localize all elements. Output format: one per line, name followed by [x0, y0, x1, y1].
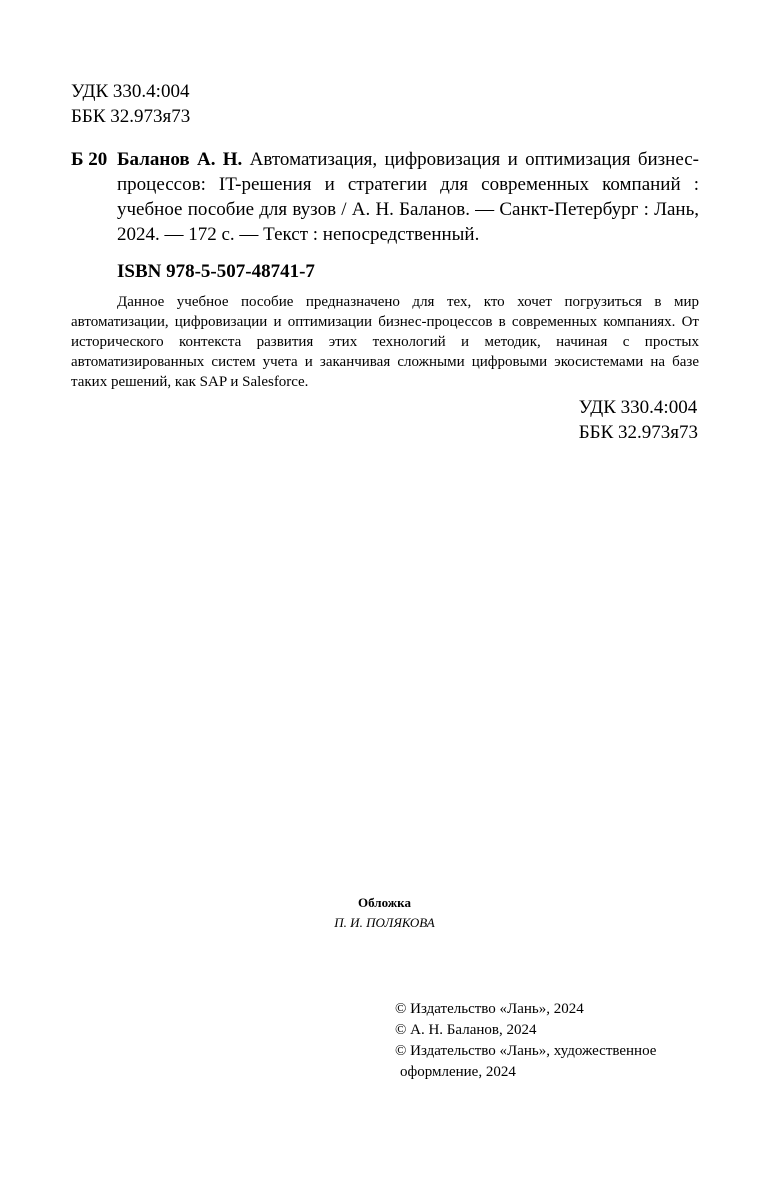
udk-code: УДК 330.4:004	[578, 397, 698, 418]
copyright-block	[395, 999, 656, 1083]
cover-label: Обложка	[358, 895, 411, 910]
bbk-code: ББК 32.973я73	[71, 106, 191, 127]
description-text: Автоматизация, цифровизация и оптимизация бизнес-процессов: IT-решения и стратегии для современных компаний : учебное пособие для вузов / А. Н. Баланов. — Санкт-Петербург : Лань, 2024. — 172 с. — Текст : непосредственный.	[117, 149, 699, 245]
classification-bottom	[579, 395, 698, 445]
copyright-line: © Издательство «Лань», 2024	[395, 1001, 584, 1017]
copyright-line: © А. Н. Баланов, 2024	[395, 1022, 537, 1038]
isbn: ISBN 978-5-507-48741-7	[117, 261, 315, 282]
author-name: Баланов А. Н.	[117, 149, 243, 170]
copyright-line: © Издательство «Лань», художественное	[395, 1043, 657, 1059]
cover-credit	[0, 893, 769, 933]
cover-designer: П. И. ПОЛЯКОВА	[334, 915, 435, 930]
udk-code: УДК 330.4:004	[71, 81, 190, 102]
classification-top	[71, 79, 190, 129]
copyright-line: оформление, 2024	[400, 1064, 516, 1080]
abstract: Данное учебное пособие предназначено для тех, кто хочет погрузиться в мир автоматизации, цифровизации и оптимизации бизнес-процессов в современных компаниях. От исторического контекста развития этих технологий и методик, начиная с простых автоматизированных систем учета и заканчивая сложными цифровыми экосистемами на базе таких решений, как SAP и Salesforce.	[71, 294, 699, 390]
bibliographic-description	[117, 147, 699, 247]
author-cipher: Б 20	[71, 149, 108, 170]
bbk-code: ББК 32.973я73	[578, 422, 698, 443]
